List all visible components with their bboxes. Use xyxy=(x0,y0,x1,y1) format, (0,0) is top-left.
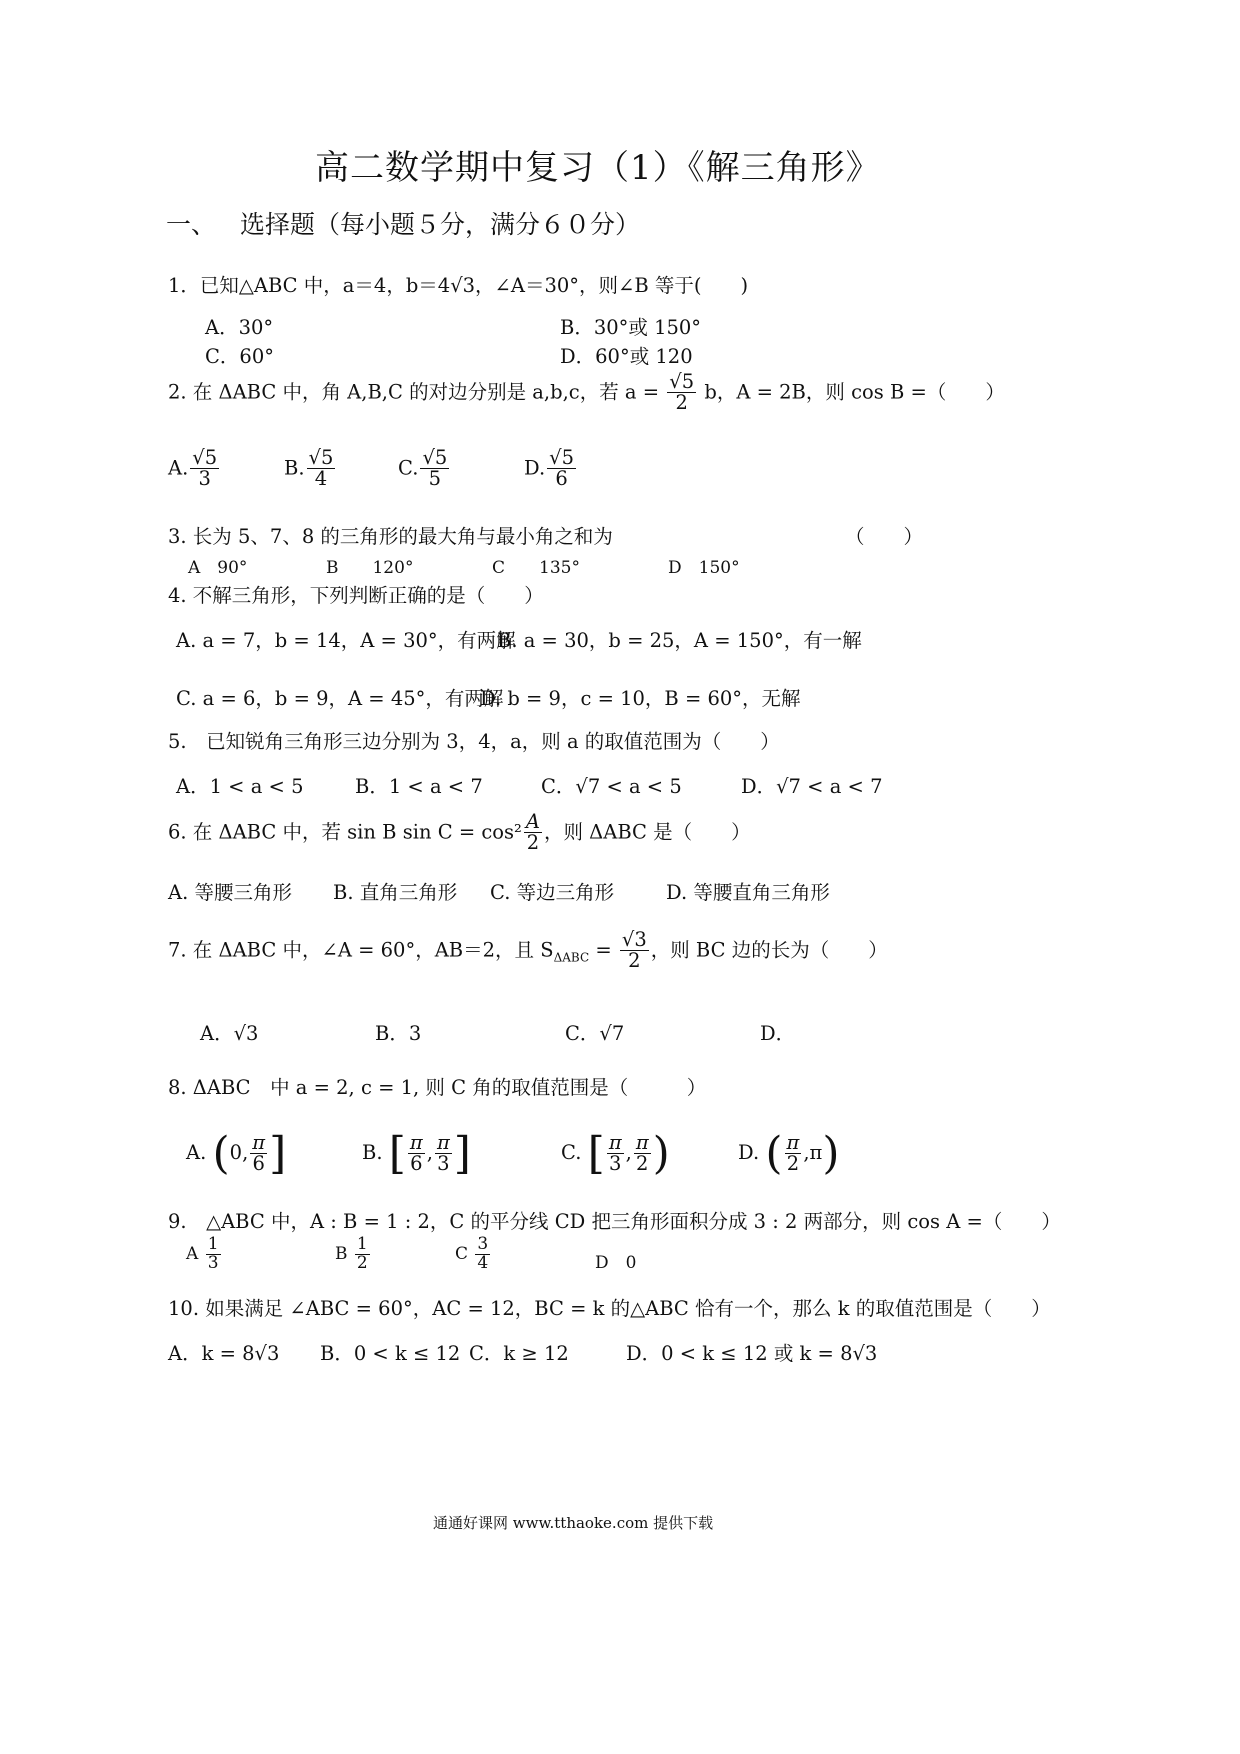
q10-option-d: D．0 < k ≤ 12 或 k = 8√3 xyxy=(626,1342,878,1365)
q10-option-a: A．k = 8√3 xyxy=(168,1342,280,1365)
q9-option-b: B $\frac{1}{2}$ xyxy=(335,1234,368,1273)
q3-option-c: C 135° xyxy=(492,558,580,578)
question-4-stem: 4. 不解三角形，下列判断正确的是（ ） xyxy=(168,584,544,607)
q10-option-b: B．0 < k ≤ 12 xyxy=(320,1342,461,1365)
q7-option-b: B．3 xyxy=(375,1022,422,1045)
q8-option-a: A. (0, $\frac{\pi}{6}$ ] xyxy=(186,1128,287,1179)
q2-option-a: A. $\frac{√5}{3}$ xyxy=(168,446,218,491)
q8-option-d: D. ( $\frac{\pi}{2}$ ,π) xyxy=(738,1128,840,1179)
section-title: 选择题（每小题５分，满分６０分） xyxy=(240,210,641,239)
q8-option-c: C. [ $\frac{\pi}{3}$ , $\frac{\pi}{2}$ ) xyxy=(561,1128,670,1179)
question-6-stem: 6. 在 ΔABC 中，若 sin B sin C = cos² $\frac{A}{2}$ ，则 ΔABC 是（ ） xyxy=(168,810,751,855)
q9-option-c: C $\frac{3}{4}$ xyxy=(455,1234,489,1273)
q2-option-d: D. $\frac{√5}{6}$ xyxy=(524,446,574,491)
q5-option-c: C．√7 < a < 5 xyxy=(541,775,682,798)
q6-option-d: D. 等腰直角三角形 xyxy=(666,881,830,904)
q9-option-d: D 0 xyxy=(595,1253,637,1273)
question-7-stem: 7. 在 ΔABC 中，∠A = 60°，AB＝2，且 $S_{\Delta ABC}$ = $\frac{√3}{2}$ ，则 BC 边的长为（ ） xyxy=(168,928,888,973)
section-number: 一、 xyxy=(166,210,217,239)
q3-option-d: D 150° xyxy=(668,558,740,578)
q6-option-b: B. 直角三角形 xyxy=(333,881,458,904)
q8-option-b: B. [ $\frac{\pi}{6}$ , $\frac{\pi}{3}$ ] xyxy=(362,1128,471,1179)
q2-fraction: $\frac{√5}{2}$ xyxy=(669,370,695,415)
q6-option-a: A. 等腰三角形 xyxy=(168,881,292,904)
question-2-stem: 2. 在 ΔABC 中，角 A,B,C 的对边分别是 a,b,c，若 a = $\frac{√5}{2}$ b，A = 2B，则 cos B =（ ） xyxy=(168,370,1005,415)
question-8-stem: 8. ΔABC 中 a = 2, c = 1, 则 C 角的取值范围是（ ） xyxy=(168,1076,707,1099)
q2-option-c: C. $\frac{√5}{5}$ xyxy=(398,446,448,491)
q10-option-c: C．k ≥ 12 xyxy=(469,1342,569,1365)
q5-option-d: D．√7 < a < 7 xyxy=(741,775,883,798)
q6-option-c: C. 等边三角形 xyxy=(490,881,615,904)
q1-option-d: D．60°或 120 xyxy=(560,345,693,368)
q4-option-d: D. b = 9，c = 10，B = 60°，无解 xyxy=(480,687,801,710)
q3-answer-paren: （ ） xyxy=(845,525,924,548)
footer-credit: 通通好课网 www.tthaoke.com 提供下载 xyxy=(433,1514,714,1532)
q7-option-a: A．√3 xyxy=(200,1022,259,1045)
page-title: 高二数学期中复习（1）《解三角形》 xyxy=(315,148,881,188)
question-10-stem: 10. 如果满足 ∠ABC = 60°，AC = 12，BC = k 的△ABC 恰有一个，那么 k 的取值范围是（ ） xyxy=(168,1297,1051,1320)
q3-option-a: A 90° xyxy=(188,558,248,578)
q2-option-b: B. $\frac{√5}{4}$ xyxy=(284,446,334,491)
q4-option-b: B. a = 30，b = 25，A = 150°，有一解 xyxy=(497,629,862,652)
question-1-stem: 1．已知△ABC 中，a＝4，b＝4√3，∠A＝30°，则∠B 等于( ) xyxy=(168,274,749,297)
q5-option-a: A．1 < a < 5 xyxy=(176,775,304,798)
q7-option-c: C．√7 xyxy=(565,1022,625,1045)
q7-option-d: D． xyxy=(760,1022,796,1045)
q3-option-b: B 120° xyxy=(326,558,414,578)
q1-option-b: B．30°或 150° xyxy=(560,316,702,339)
q4-option-c: C. a = 6，b = 9，A = 45°，有两解 xyxy=(176,687,504,710)
question-3-stem: 3. 长为 5、7、8 的三角形的最大角与最小角之和为 xyxy=(168,525,613,548)
q5-option-b: B．1 < a < 7 xyxy=(355,775,483,798)
q1-option-c: C．60° xyxy=(205,345,274,368)
question-9-stem: 9. △ABC 中，A : B = 1 : 2，C 的平分线 CD 把三角形面积分成 3 : 2 两部分，则 cos A =（ ） xyxy=(168,1210,1061,1233)
q1-option-a: A．30° xyxy=(205,316,274,339)
q4-option-a: A. a = 7，b = 14，A = 30°，有两解 xyxy=(176,629,516,652)
q9-option-a: A $\frac{1}{3}$ xyxy=(186,1234,219,1273)
question-5-stem: 5. 已知锐角三角形三边分别为 3，4，a，则 a 的取值范围为（ ） xyxy=(168,730,780,753)
